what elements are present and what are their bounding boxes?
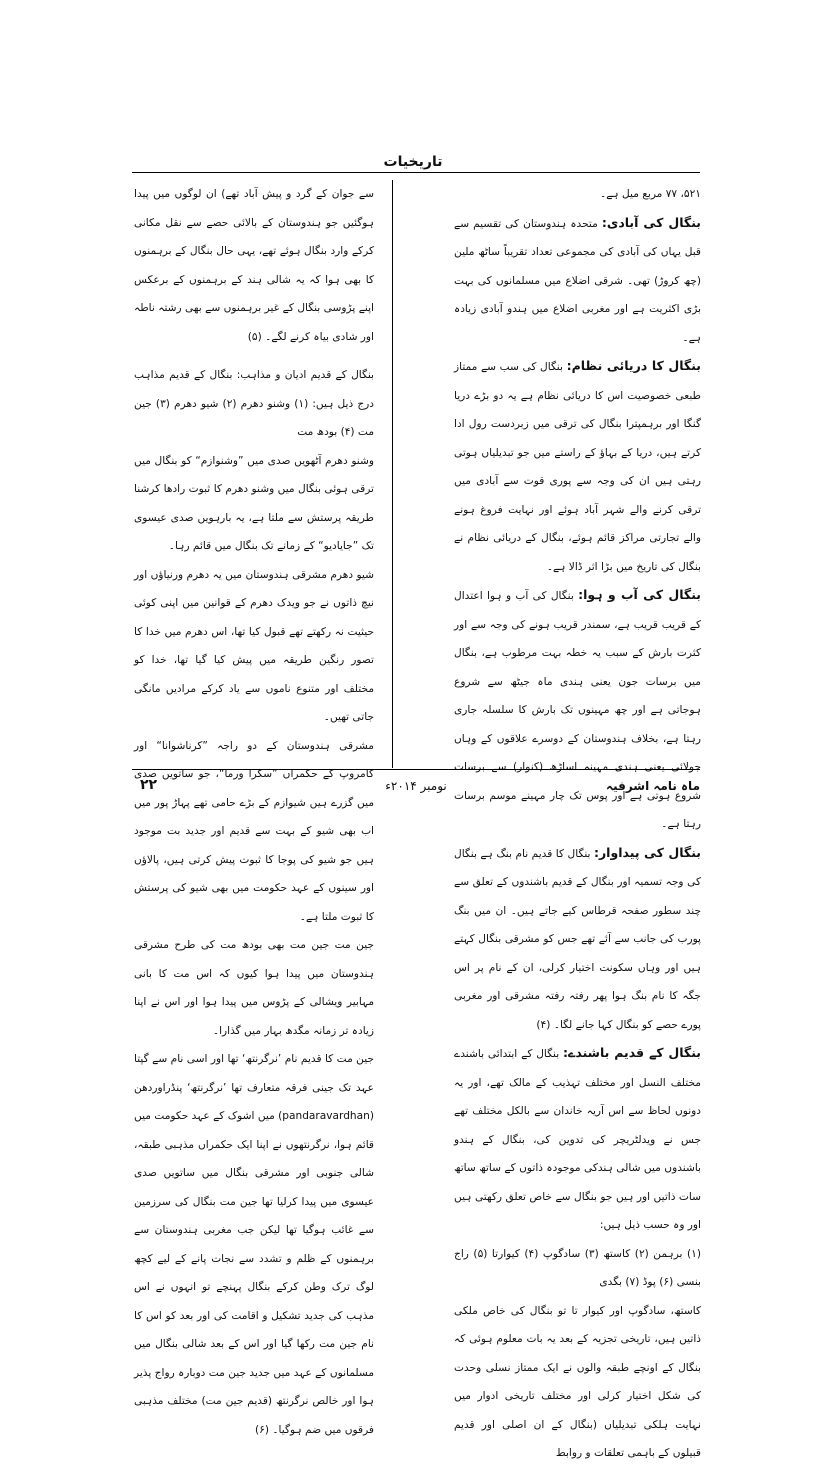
section-heading: بنگال کے قدیم باشندے: bbox=[563, 1045, 701, 1060]
paragraph-text: بنگال کی آب و ہوا اعتدال کے قریب قریب ہے، سمندر قریب ہونے کی وجہ سے اور کثرت بارش کے سبب یہ خطہ بہت مرطوب ہے، بنگال میں برسات جون یعنی ہندی ماہ جیٹھ سے شروع ہوجاتی ہے اور چھ مہینوں تک بارش کا سلسلہ جاری رہتا ہے، بخلاف ہندوستان کے دوسرے علاقوں کے وہاں جولائی یعنی ہندی مہینہ اساڑھ (کنوار) سے برسات شروع ہوتی ہے اور پوس تک چار مہینے موسم برسات رہتا ہے۔ bbox=[454, 590, 701, 830]
spacer bbox=[134, 351, 374, 361]
issue-date: نومبر ۲۰۱۴ء bbox=[385, 779, 447, 793]
section-heading: بنگال کی پیداوار: bbox=[593, 844, 701, 860]
column-divider bbox=[392, 180, 393, 768]
paragraph: جین مت جین مت بھی بودھ مت کی طرح مشرقی ہندوستان میں پیدا ہوا کیوں کہ اس مت کا بانی مہابیر ویشالی کے پڑوس میں پیدا ہوا اور اس نے اپنا زیادہ تر زمانہ مگدھ بہار میں گذارا۔ bbox=[134, 939, 374, 1037]
section-heading: بنگال کی آبادی: bbox=[601, 214, 701, 230]
paragraph: بنگال کے قدیم ادیان و مذاہب: بنگال کے قدیم مذاہب درج ذیل ہیں: (۱) وشنو دھرم (۲) شیو دھرم (۳) جین مت (۴) بودھ مت bbox=[134, 369, 375, 438]
caste-list: (۱) برہمن (۲) کاستھ (۳) سادگوپ (۴) کیوارتا (۵) راج بنسی (۶) پوڈ (۷) بگدی bbox=[454, 1247, 701, 1288]
paragraph: سے جوان کے گرد و پیش آباد تھے) ان لوگوں میں پیدا ہوگئیں جو ہندوستان کے بالائی حصے سے نقل مکانی کرکے وارد بنگال ہوئے تھے، یہی حال بنگال کے برہمنوں کا بھی ہوا کہ یہ شالی ہند کے برہمنوں کے برعکس اپنے پڑوسی بنگال کے غیر برہمنوں سے بھی رشتہ ناطہ اور شادی بیاہ کرنے لگے۔ (۵) bbox=[134, 188, 374, 343]
page-number: ۲۲ bbox=[140, 777, 158, 793]
footer-rule bbox=[132, 769, 700, 770]
section-heading: بنگال کا دریائی نظام: bbox=[566, 358, 702, 373]
section-heading: بنگال کی آب و ہوا: bbox=[578, 587, 701, 602]
paragraph: وشنو دھرم آٹھویں صدی میں ”وشنوازم“ کو بنگال میں ترقی ہوئی بنگال میں وشنو دھرم کا ثبوت رادھا کرشنا طریقہ پرستش سے ملتا ہے، یہ بارہویں صدی عیسوی تک ”جایادیو“ کے زمانے تک بنگال میں قائم رہا۔ bbox=[134, 454, 374, 552]
paragraph-text: بنگال کے ابتدائی باشندے مختلف النسل اور مختلف تہذیب کے مالک تھے، اور یہ دونوں لحاظ سے اس آریہ خاندان سے بالکل مختلف تھے جس نے ویدلٹریچر کی تدوین کی، بنگال کے ہندو باشندوں میں شالی ہندکی موجودہ ذاتوں کے ساتھ ساتھ سات ذاتیں اور ہیں جو بنگال سے خاص تعلق رکھتی ہیں اور وہ حسب ذیل ہیں: bbox=[454, 1048, 701, 1231]
running-header: تاریخیات bbox=[383, 154, 443, 170]
paragraph: ۵۲۱، ۷۷ مربع میل ہے۔ bbox=[600, 188, 701, 200]
magazine-name: ماہ نامہ اشرفیہ bbox=[606, 779, 700, 793]
paragraph: جین مت کا قدیم نام ’نرگرنتھ‘ تھا اور اسی نام سے گپتا عہد تک جینی فرقہ متعارف تھا ’نرگرنتھ‘ پنڈراوردھن (pandaravardhan) میں اشوک کے عہد حکومت میں قائم ہوا، نرگرنتھوں نے اپنا ایک حکمراں مذہبی طبقہ، شالی جنوبی اور مشرقی بنگال میں ساتویں صدی عیسوی میں پیدا کرلیا تھا جین مت بنگال کی سرزمین سے غائب ہوگیا تھا لیکن جب مغربی ہندوستان سے برہمنوں کے ظلم و تشدد سے نجات پانے کے لیے کچھ لوگ ترک وطن کرکے بنگال پہنچے تو انہوں نے اس مذہب کی جدید تشکیل و اقامت کی اور بعد کو اس کا نام جین مت رکھا گیا اور اس کے بعد شالی بنگال میں مسلمانوں کے عہد میں جدید جین مت دوبارہ رواج پذیر ہوا اور خالص نرگرنتھ (قدیم جین مت) مختلف مذہبی فرقوں میں ضم ہوگیا۔ (۶) bbox=[134, 1053, 374, 1436]
paragraph: کاستھ، سادگوپ اور کیوار تا تو بنگال کی خاص ملکی ذاتیں ہیں، تاریخی تجزیہ کے بعد یہ بات معلوم ہوئی کہ بنگال کے اونچے طبقہ والوں نے ایک ممتاز نسلی وحدت کی شکل اختیار کرلی اور مختلف تاریخی ادوار میں نہایت ہلکی تبدیلیاں (بنگال کے ان اصلی اور قدیم قبیلوں کے باہمی تعلقات و روابط bbox=[454, 1304, 701, 1459]
header-rule bbox=[132, 172, 700, 173]
paragraph bbox=[454, 1039, 701, 1240]
paragraph bbox=[454, 209, 701, 353]
paragraph-text: بنگال کا قدیم نام بنگ ہے بنگال کی وجہ تسمیہ اور بنگال کے قدیم باشندوں کے تعلق سے چند سطور صفحہ قرطاس کیے جاتے ہیں۔ ان میں بنگ پورب کی جانب سے آئے تھے جس کو مشرقی بنگال کہتے ہیں اور وہاں سکونت اختیار کرلی، ان کے نام پر اس جگہ کا نام بنگ ہوا پھر رفتہ رفتہ مشرقی اور مغربی پورے حصے کو بنگال کہا جانے لگا۔ (۴) bbox=[454, 847, 701, 1031]
paragraph bbox=[454, 352, 701, 581]
paragraph: مشرقی ہندوستان کے دو راجہ ”کرناشوانا“ اور کامروپ کے حکمراں ”سکرا ورما“، جو ساتویں صدی میں گزرے ہیں شیوازم کے بڑے حامی تھے پہاڑ پور میں اب بھی شیو کے بہت سے قدیم اور جدید بت موجود ہیں جو شیو کی پوجا کا ثبوت پیش کرتی ہیں، پالاؤں اور سینوں کے عہد حکومت میں بھی شیو کی پرستش کا ثبوت ملتا ہے۔ bbox=[134, 739, 374, 923]
paragraph: شیو دھرم مشرقی ہندوستان میں یہ دھرم ورنیاؤں اور نیچ ذاتوں نے جو ویدک دھرم کے قوانین میں اپنی کوئی حیثیت نہ رکھتے تھے قبول کیا تھا، اس دھرم میں خدا کا تصور رنگین طریقہ میں پیش کیا گیا تھا، خدا کو مختلف اور متنوع ناموں سے یاد کرکے مرادیں مانگی جاتی تھیں۔ bbox=[134, 568, 374, 723]
page-footer bbox=[132, 776, 700, 796]
paragraph bbox=[454, 839, 701, 1040]
paragraph-text: بنگال کی سب سے ممتاز طبعی خصوصیت اس کا دریائی نظام ہے یہ دو بڑے دریا گنگا اور برہمپترا بنگال کی ترقی میں زبردست رول ادا کرتے ہیں، دریا کے بہاؤ کے راستے میں جو تبدیلیاں ہوتی رہتی ہیں ان کی وجہ سے پوری قوت سے آبادی میں ترقی کرنے والے شہر آباد ہوئے اور نہایت فروغ ہونے والے تجارتی مراکز قائم ہوئے، بنگال کے دریائی نظام نے بنگال کی تاریخ میں بڑا اثر ڈالا ہے۔ bbox=[454, 361, 701, 573]
paragraph-text: متحدہ ہندوستان کی تقسیم سے قبل یہاں کی آبادی کی مجموعی تعداد تقریباً ساٹھ ملین (چھ کروڑ) تھی۔ شرقی اضلاع میں مسلمانوں کی بہت بڑی اکثریت ہے اور مغربی اضلاع میں ہندو آبادی زیادہ ہے۔ bbox=[454, 217, 701, 344]
paragraph bbox=[454, 581, 701, 839]
